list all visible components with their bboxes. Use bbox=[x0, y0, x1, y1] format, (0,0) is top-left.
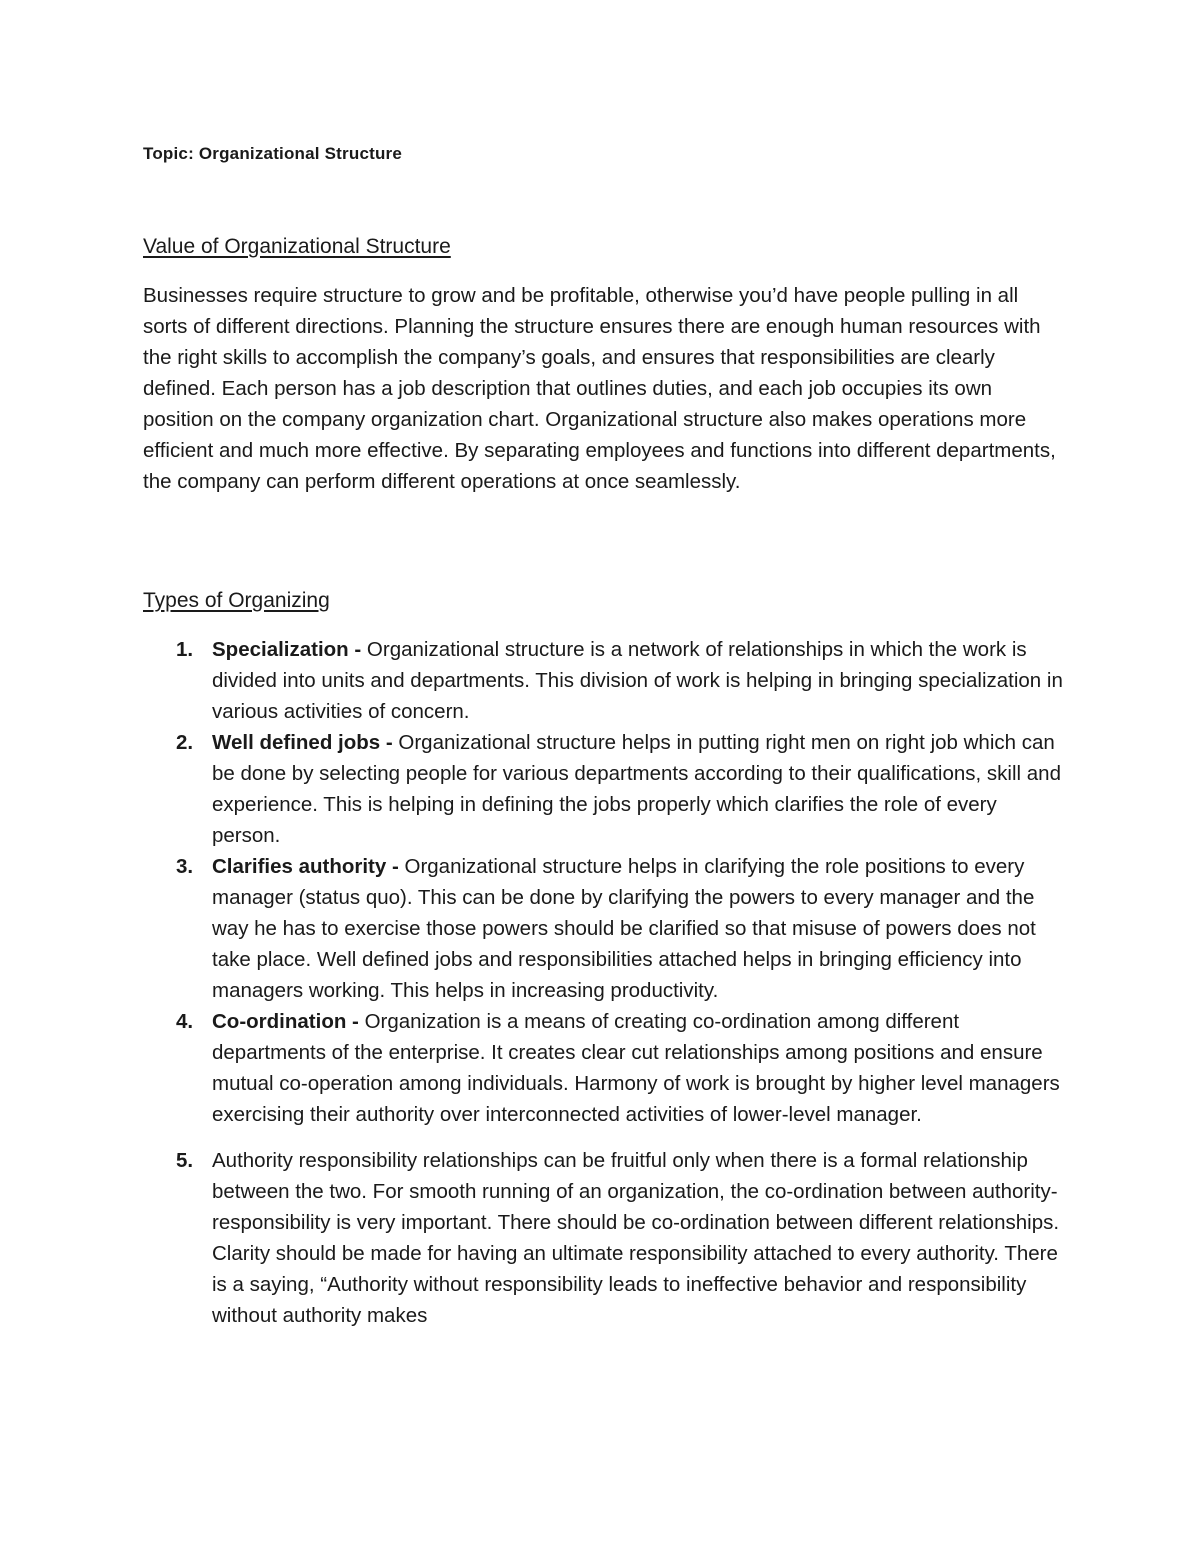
list-item-text: Organization is a means of creating co-ordination among different departments of the enterprise. It creates clear cut relationships among positions and ensure mutual co-operation among individuals. Harmony of work is brought by higher level managers exercising their authority over interconnected activities of lower-level manager. bbox=[212, 1010, 1060, 1126]
list-item-text: Organizational structure is a network of relationships in which the work is divided into units and departments. This division of work is helping in bringing specialization in various activities of concern. bbox=[212, 638, 1063, 723]
list-item-text: Organizational structure helps in clarifying the role positions to every manager (status quo). This can be done by clarifying the powers to every manager and the way he has to exercise those powers should be clarified so that misuse of powers does not take place. Well defined jobs and responsibilities attached helps in bringing efficiency into managers working. This helps in increasing productivity. bbox=[212, 855, 1036, 1002]
types-list bbox=[143, 634, 1068, 1331]
list-item-number: 5. bbox=[176, 1149, 194, 1172]
list-item-number: 1. bbox=[176, 638, 194, 661]
types-section-heading: Types of Organizing bbox=[143, 589, 330, 612]
list-item-number: 3. bbox=[176, 855, 194, 878]
list-item-well-defined-jobs bbox=[143, 727, 1068, 851]
value-section-heading: Value of Organizational Structure bbox=[143, 235, 451, 258]
value-section-paragraph: Businesses require structure to grow and be profitable, otherwise you’d have people pulling in all sorts of different directions. Planning the structure ensures there are enough human resources with the right skills to accomplish the company’s goals, and ensures that responsibilities are clearly defined. Each person has a job description that outlines duties, and each job occupies its own position on the company organization chart. Organizational structure also makes operations more efficient and much more effective. By separating employees and functions into different departments, the company can perform different operations at once seamlessly. bbox=[143, 284, 1056, 493]
list-item-number: 4. bbox=[176, 1010, 194, 1033]
topic-title: Topic: Organizational Structure bbox=[143, 144, 403, 163]
list-item-text: Organizational structure helps in putting right men on right job which can be done by selecting people for various departments according to their qualifications, skill and experience. This is helping in defining the jobs properly which clarifies the role of every person. bbox=[212, 731, 1061, 847]
list-item-term: Specialization - bbox=[212, 638, 362, 661]
list-item-text: Authority responsibility relationships can be fruitful only when there is a formal relationship between the two. For smooth running of an organization, the co-ordination between authority- responsibility is very important. There should be co-ordination between different relationships. Clarity should be made for having an ultimate responsibility attached to every authority. There is a saying, “Authority without responsibility leads to ineffective behavior and responsibility without authority makes bbox=[212, 1149, 1060, 1327]
list-item-term: Well defined jobs - bbox=[212, 731, 393, 754]
list-item-specialization bbox=[143, 634, 1068, 727]
list-item-authority-responsibility bbox=[143, 1145, 1068, 1331]
list-item-term: Clarifies authority - bbox=[212, 855, 399, 878]
list-item-term: Co-ordination - bbox=[212, 1010, 359, 1033]
list-item-clarifies-authority bbox=[143, 851, 1068, 1006]
list-item-co-ordination bbox=[143, 1006, 1068, 1130]
list-item-number: 2. bbox=[176, 731, 194, 754]
